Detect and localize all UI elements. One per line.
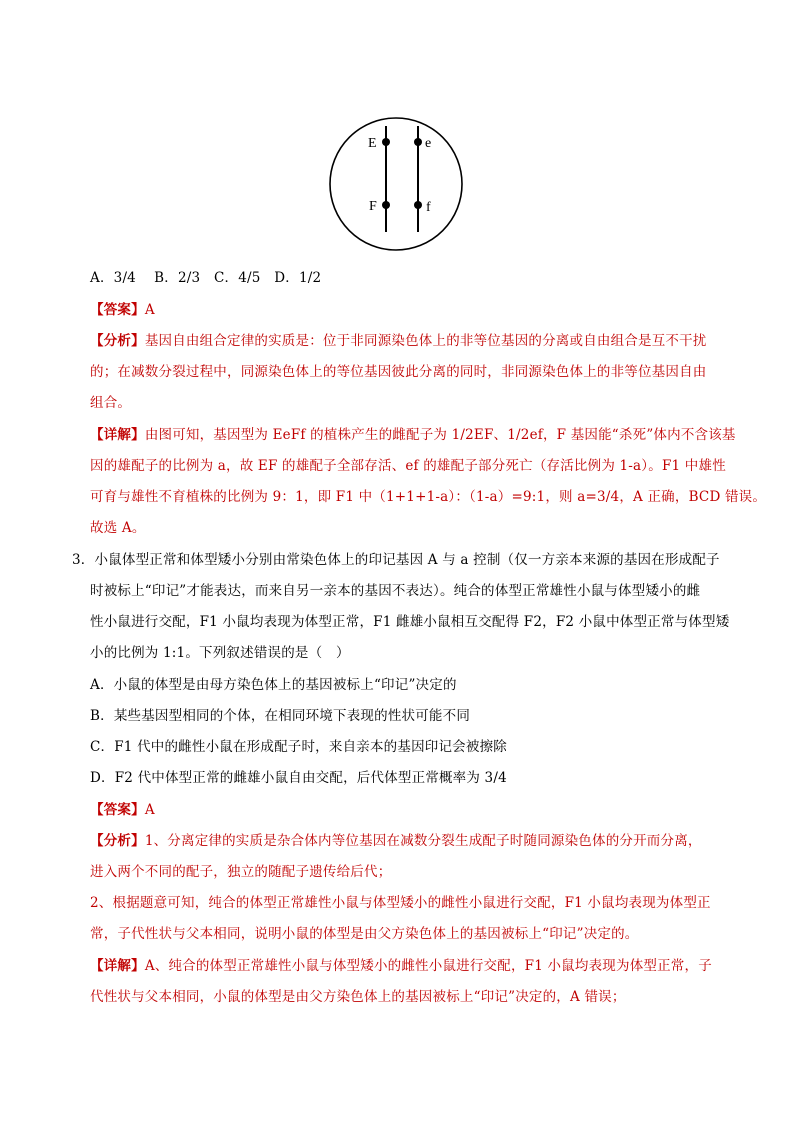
q2-options: A．3/4 B．2/3 C．4/5 D．1/2 xyxy=(90,270,322,286)
q3-analysis-line-2: 进入两个不同的配子，独立的随配子遗传给后代； xyxy=(90,864,392,880)
q3-detail-line-2: 代性状与父本相同，小鼠的体型是由父方染色体上的基因被标上“印记”决定的，A 错误； xyxy=(90,989,626,1005)
q2-analysis-line-2: 的；在减数分裂过程中，同源染色体上的等位基因彼此分离的同时，非同源染色体上的非等位基因自由 xyxy=(90,364,707,380)
q2-detail-tag: 【详解】 xyxy=(90,427,145,443)
q3-option-a: A．小鼠的体型是由母方染色体上的基因被标上“印记”决定的 xyxy=(90,677,457,693)
q2-detail-line-2: 因的雄配子的比例为 a，故 EF 的雄配子全部存活、ef 的雄配子部分死亡（存活比例为 1-a）。F1 中雄性 xyxy=(90,458,726,474)
cell-circle xyxy=(330,118,462,250)
q3-stem-line-4: 小的比例为 1:1。下列叙述错误的是（ ） xyxy=(90,645,350,661)
q3-answer-tag: 【答案】 xyxy=(90,802,145,818)
locus-E xyxy=(382,138,390,146)
q3-option-d: D．F2 代中体型正常的雌雄小鼠自由交配，后代体型正常概率为 3/4 xyxy=(90,770,507,786)
q3-answer-line xyxy=(90,800,155,820)
q3-analysis-line-4: 常，子代性状与父本相同，说明小鼠的体型是由父方染色体上的基因被标上“印记”决定的。 xyxy=(90,926,639,942)
q3-analysis-line-1 xyxy=(90,831,702,851)
q3-stem-line-2: 时被标上“印记”才能表达，而来自另一亲本的基因不表达）。纯合的体型正常雄性小鼠与体型矮小的雌 xyxy=(90,583,701,599)
q3-analysis-line-3: 2、根据题意可知，纯合的体型正常雄性小鼠与体型矮小的雌性小鼠进行交配，F1 小鼠均表现为体型正 xyxy=(90,895,711,911)
q3-stem-line-3: 性小鼠进行交配，F1 小鼠均表现为体型正常，F1 雌雄小鼠相互交配得 F2，F2 小鼠中体型正常与体型矮 xyxy=(90,614,730,630)
q3-option-c: C．F1 代中的雌性小鼠在形成配子时，来自亲本的基因印记会被擦除 xyxy=(90,739,507,755)
q2-analysis-tag: 【分析】 xyxy=(90,333,145,349)
q2-detail-line-1 xyxy=(90,425,736,445)
chromosome-diagram xyxy=(328,116,464,252)
q3-detail-tag: 【详解】 xyxy=(90,958,145,974)
label-F: F xyxy=(369,199,377,214)
label-E: E xyxy=(368,136,377,151)
q3-analysis-text-1: 1、分离定律的实质是杂合体内等位基因在减数分裂生成配子时随同源染色体的分开而分离， xyxy=(144,833,702,849)
q2-analysis-text-1: 基因自由组合定律的实质是：位于非同源染色体上的非等位基因的分离或自由组合是互不干扰 xyxy=(144,333,707,349)
q3-detail-line-1 xyxy=(90,956,712,976)
q3-analysis-tag: 【分析】 xyxy=(90,833,145,849)
q2-analysis-line-1 xyxy=(90,331,707,351)
label-f: f xyxy=(426,200,431,215)
q3-option-b: B．某些基因型相同的个体，在相同环境下表现的性状可能不同 xyxy=(90,708,471,724)
q2-answer-tag: 【答案】 xyxy=(90,302,145,318)
q2-detail-text-1: 由图可知，基因型为 EeFf 的植株产生的雌配子为 1/2EF、1/2ef，F 基因能“杀死”体内不含该基 xyxy=(144,427,736,443)
q2-analysis-line-3: 组合。 xyxy=(90,395,132,411)
q3-answer: A xyxy=(144,802,155,818)
q2-answer: A xyxy=(144,302,155,318)
q3-detail-text-1: A、纯合的体型正常雄性小鼠与体型矮小的雌性小鼠进行交配，F1 小鼠均表现为体型正常，子 xyxy=(144,958,712,974)
q2-detail-line-3: 可育与雄性不育植株的比例为 9：1，即 F1 中（1+1+1-a）：（1-a）=9:1，则 a=3/4，A 正确，BCD 错误。 xyxy=(90,489,767,505)
locus-f xyxy=(414,201,422,209)
q3-stem-line-1: 3．小鼠体型正常和体型矮小分别由常染色体上的印记基因 A 与 a 控制（仅一方亲本来源的基因在形成配子 xyxy=(72,552,720,568)
label-e: e xyxy=(425,136,432,151)
locus-F xyxy=(382,201,390,209)
locus-e xyxy=(414,138,422,146)
q2-answer-line xyxy=(90,300,155,320)
q2-detail-line-4: 故选 A。 xyxy=(90,520,146,536)
